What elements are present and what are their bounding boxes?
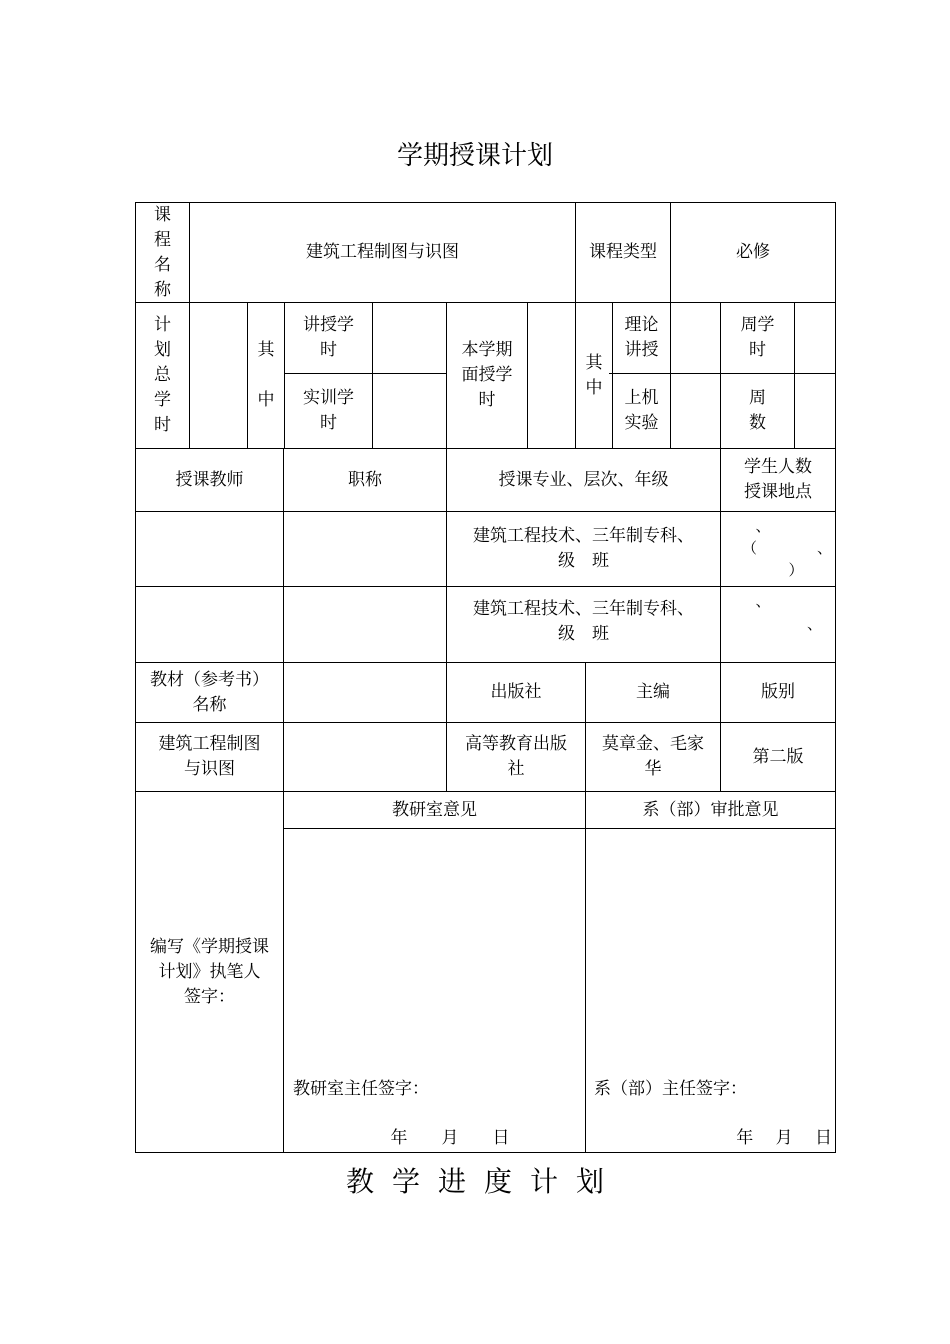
teacher-row-2-teacher (136, 587, 283, 662)
semester-hours-label: 本学期 面授学 时 (461, 340, 513, 410)
document-title: 学期授课计划 (396, 141, 553, 171)
practice-hours-label: 实训学 时 (303, 388, 354, 433)
weeks-label: 周 数 (749, 388, 766, 433)
teacher-header: 授课教师 (175, 469, 244, 490)
teacher-row-2-info2: 、 (731, 614, 822, 633)
teacher-row-2-title (284, 587, 446, 662)
faculty-opinion-header: 系（部）审批意见 (642, 799, 779, 820)
semester-hours-value (528, 303, 575, 448)
practice-hours-value (373, 374, 446, 448)
publisher-header: 出版社 (490, 682, 542, 702)
teacher-row-1-info2: （ 、 (742, 538, 833, 557)
textbook-publisher: 高等教育出版 社 (465, 734, 567, 779)
of-which-label-a: 其 中 (257, 340, 275, 410)
textbook-edition: 第二版 (752, 746, 804, 767)
weekly-hours-label: 周学 时 (740, 315, 775, 360)
editor-header: 主编 (636, 682, 670, 702)
teacher-row-1-info1: 、 (755, 516, 771, 535)
author-signature: 编写《学期授课 计划》执笔人 签字： (150, 936, 269, 1007)
faculty-head-signature: 系（部）主任签字： (594, 1078, 747, 1099)
teacher-row-1-info3: ） (788, 560, 804, 579)
edition-header: 版别 (761, 682, 795, 702)
total-hours-label: 计 划 总 学 时 (154, 315, 171, 435)
students-location-header: 学生人数 授课地点 (744, 457, 812, 502)
dept-opinion-header: 教研室意见 (392, 799, 477, 820)
textbook-blank (284, 723, 446, 791)
total-hours-value (190, 303, 247, 448)
teacher-row-1-teacher (136, 512, 283, 586)
lecture-hours-value (373, 303, 446, 373)
course-name-value: 建筑工程制图与识图 (306, 242, 459, 262)
teacher-row-1-title (284, 512, 446, 586)
section-title: 教学进度计划 (345, 1165, 622, 1198)
theory-label: 理论 讲授 (624, 315, 659, 360)
lecture-hours-label: 讲授学 时 (303, 315, 354, 360)
textbook-editor: 莫章金、毛家 华 (602, 734, 704, 779)
dept-date: 年 月 日 (390, 1127, 510, 1148)
textbook-name-header: 教材（参考书） 名称 (150, 669, 269, 715)
course-type-value: 必修 (736, 242, 770, 262)
teacher-row-1-major: 建筑工程技术、三年制专科、 级 班 (473, 526, 694, 571)
teacher-row-2-major: 建筑工程技术、三年制专科、 级 班 (473, 599, 694, 644)
textbook-blank-header (284, 663, 446, 722)
teacher-row-2-info1: 、 (755, 591, 771, 610)
course-type-label: 课程类型 (589, 242, 657, 262)
course-name-label: 课 程 名 称 (154, 204, 171, 300)
textbook-name: 建筑工程制图 与识图 (158, 734, 261, 779)
major-header: 授课专业、层次、年级 (498, 469, 669, 490)
faculty-date: 年 月 日 (736, 1127, 832, 1148)
dept-head-signature: 教研室主任签字： (293, 1078, 429, 1099)
teacher-row-2-info3 (786, 636, 806, 656)
lab-label: 上机 实验 (624, 388, 659, 433)
of-which-label-b: 其 中 (585, 352, 603, 398)
title-header: 职称 (348, 469, 382, 490)
